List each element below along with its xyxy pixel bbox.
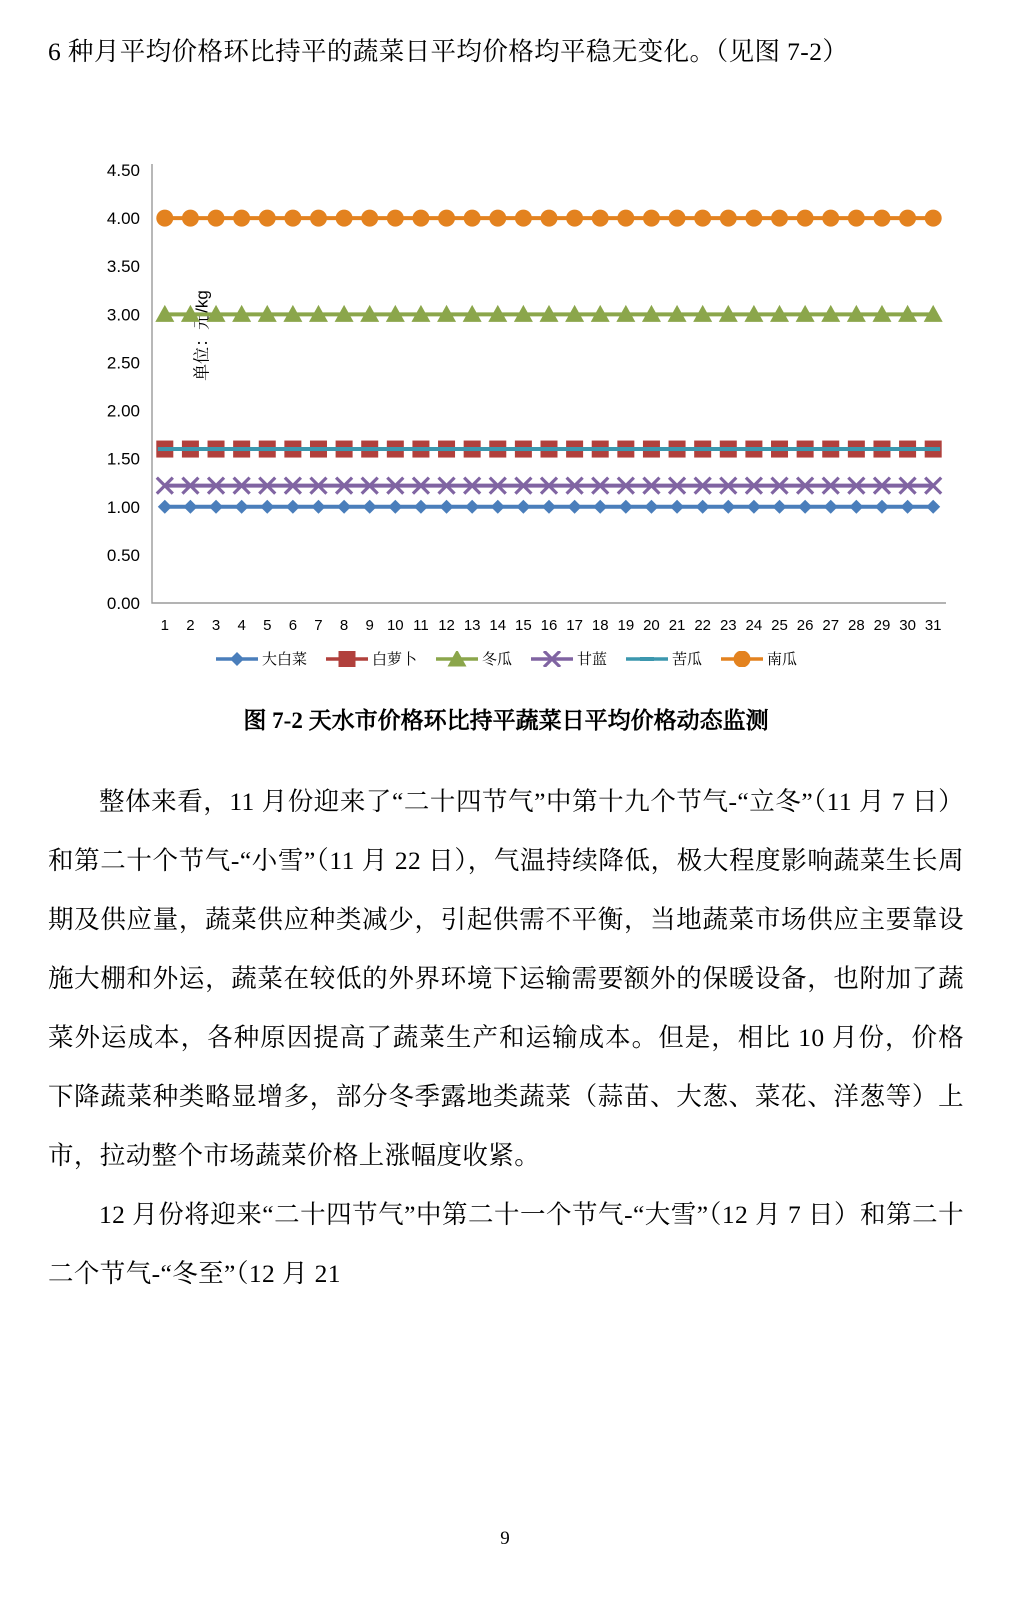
data-point-marker [438,210,455,227]
y-tick-label: 4.50 [106,161,140,180]
x-tick-label: 23 [719,617,737,634]
y-tick-label: 3.50 [106,257,140,277]
legend-swatch-icon [625,651,669,667]
data-point-marker [849,500,863,514]
x-tick-label: 1 [160,617,169,634]
data-point-marker [338,651,355,667]
figure-caption: 图 7-2 天水市价格环比持平蔬菜日平均价格动态监测 [243,708,769,733]
data-point-marker [720,210,737,227]
data-point-marker [230,652,244,666]
x-tick-label: 10 [386,617,404,634]
body-text-block [48,772,964,1303]
data-point-marker [745,210,762,227]
legend-swatch-icon [215,651,259,667]
data-point-marker [491,447,505,451]
data-point-marker [337,447,351,451]
data-point-marker [619,500,633,514]
x-tick-label: 15 [515,617,532,634]
data-point-marker [286,447,300,451]
x-tick-label: 25 [771,617,788,634]
chart-plot-area [48,148,964,648]
x-tick-label: 14 [489,617,507,634]
x-tick-label: 18 [591,617,609,634]
data-point-marker [311,447,325,451]
data-point-marker [337,500,351,514]
data-point-marker [797,210,814,227]
data-point-marker [798,447,812,451]
series-南瓜 [156,210,941,227]
data-point-marker [208,210,225,227]
data-point-marker [414,447,428,451]
data-point-marker [669,210,686,227]
y-tick-label: 1.50 [106,449,140,469]
legend-label: 南瓜 [767,651,798,668]
x-tick-label: 30 [899,617,916,634]
data-point-marker [899,210,916,227]
legend-item-大白菜[interactable] [215,648,307,669]
legend-swatch-icon [530,651,574,667]
data-point-marker [643,210,660,227]
x-tick-label: 3 [211,617,221,634]
data-point-marker [311,500,325,514]
data-point-marker [926,447,940,451]
y-tick-label: 0.00 [106,594,140,613]
data-point-marker [260,447,274,451]
paragraph-2: 12 月份将迎来“二十四节气”中第二十一个节气-“大雪”（12 月 7 日）和第二十二个节气-“冬至”（12 月 21 [48,1200,964,1288]
data-point-marker [773,447,787,451]
data-point-marker [849,447,863,451]
y-axis-title: 单位：元/kg [192,290,212,381]
series-大白菜 [158,500,940,514]
data-point-marker [361,210,378,227]
data-point-marker [542,500,556,514]
top-paragraph: 6 种月平均价格环比持平的蔬菜日平均价格均平稳无变化。（见图 7-2） [48,37,849,66]
data-point-marker [644,447,658,451]
legend-swatch-icon [435,651,479,667]
data-point-marker [516,447,530,451]
series-冬瓜 [155,305,942,322]
data-point-marker [734,651,751,667]
data-point-marker [901,447,915,451]
data-point-marker [310,210,327,227]
data-point-marker [489,210,506,227]
y-tick-label: 0.50 [106,545,140,565]
data-point-marker [158,500,172,514]
y-tick-label: 1.00 [106,497,140,517]
y-tick-label: 2.00 [106,401,140,421]
data-point-marker [848,210,865,227]
x-tick-label: 11 [413,617,429,634]
x-tick-label: 9 [365,617,374,634]
data-point-marker [875,447,889,451]
legend-label: 苦瓜 [672,651,703,668]
data-point-marker [721,447,735,451]
data-point-marker [747,447,761,451]
x-tick-label: 8 [339,617,349,634]
data-point-marker [822,210,839,227]
data-point-marker [440,447,454,451]
data-point-marker [901,500,915,514]
data-point-marker [183,500,197,514]
data-point-marker [694,210,711,227]
data-point-marker [773,500,787,514]
data-point-marker [464,210,481,227]
legend-label: 大白菜 [261,651,307,668]
data-point-marker [235,500,249,514]
data-point-marker [721,500,735,514]
data-point-marker [516,500,530,514]
data-point-marker [568,500,582,514]
legend-item-南瓜[interactable] [720,648,797,669]
legend-label: 白萝卜 [371,651,417,668]
data-point-marker [592,210,609,227]
chart-inner [48,148,964,688]
x-tick-label: 19 [617,617,635,634]
data-point-marker [412,210,429,227]
data-point-marker [235,447,249,451]
data-point-marker [233,210,250,227]
data-point-marker [873,210,890,227]
data-point-marker [515,210,532,227]
data-point-marker [209,500,223,514]
data-point-marker [388,447,402,451]
data-point-marker [541,210,558,227]
data-point-marker [747,500,761,514]
chart-axes [152,164,946,603]
x-tick-label: 4 [237,617,246,634]
y-tick-label: 3.00 [106,305,140,325]
x-tick-label: 2 [186,617,195,634]
data-point-marker [183,447,197,451]
x-tick-label: 12 [438,617,455,634]
data-point-marker [644,500,658,514]
x-tick-label: 24 [745,617,763,634]
x-tick-label: 29 [873,617,891,634]
data-point-marker [259,210,276,227]
data-point-marker [542,447,556,451]
data-point-marker [568,447,582,451]
data-point-marker [414,500,428,514]
data-point-marker [336,210,353,227]
data-point-marker [593,500,607,514]
x-tick-label: 31 [924,617,942,634]
data-point-marker [363,500,377,514]
legend-swatch-icon [720,651,764,667]
x-tick-label: 28 [848,617,865,634]
legend-item-甘蓝[interactable] [530,648,607,669]
legend-item-苦瓜[interactable] [625,648,702,669]
x-tick-label: 5 [263,617,272,634]
data-point-marker [284,210,301,227]
legend-label: 甘蓝 [577,651,608,668]
data-point-marker [387,210,404,227]
data-point-marker [925,210,942,227]
data-point-marker [824,500,838,514]
data-point-marker [875,500,889,514]
data-point-marker [670,500,684,514]
data-point-marker [158,447,172,451]
y-tick-label: 4.00 [106,209,140,229]
data-point-marker [926,500,940,514]
data-point-marker [593,447,607,451]
x-tick-label: 27 [822,617,840,634]
x-tick-label: 7 [314,617,323,634]
data-point-marker [491,500,505,514]
data-point-marker [619,447,633,451]
x-tick-label: 13 [463,617,481,634]
series-苦瓜 [158,447,940,451]
x-tick-label: 22 [694,617,712,634]
data-point-marker [617,210,634,227]
data-point-marker [388,500,402,514]
chart-legend [48,648,964,669]
data-point-marker [771,210,788,227]
data-point-marker [798,500,812,514]
legend-item-冬瓜[interactable] [435,648,512,669]
data-point-marker [696,447,710,451]
data-point-marker [670,447,684,451]
data-point-marker [465,447,479,451]
legend-swatch-icon [325,651,369,667]
price-chart [48,148,964,688]
data-point-marker [566,210,583,227]
data-point-marker [182,210,199,227]
y-tick-label: 2.50 [106,353,140,373]
x-tick-label: 20 [643,617,660,634]
x-tick-label: 16 [540,617,558,634]
x-tick-label: 6 [288,617,298,634]
data-point-marker [209,447,223,451]
legend-label: 冬瓜 [481,651,512,668]
data-point-marker [465,500,479,514]
data-point-marker [286,500,300,514]
series-甘蓝 [157,478,941,494]
x-tick-label: 26 [796,617,814,634]
data-point-marker [260,500,274,514]
data-point-marker [696,500,710,514]
page-number: 9 [500,1528,510,1549]
legend-item-白萝卜[interactable] [325,648,417,669]
data-point-marker [440,500,454,514]
data-point-marker [640,657,654,661]
data-point-marker [824,447,838,451]
data-point-marker [156,210,173,227]
paragraph-1: 整体来看，11 月份迎来了“二十四节气”中第十九个节气-“立冬”（11 月 7 日）和第二十个节气-“小雪”（11 月 22 日），气温持续降低，极大程度影响蔬菜生长周期及供应量，蔬菜供应种类减少，引起供需不平衡，当地蔬菜市场供应主要靠设施大棚和外运，蔬菜在较低的外界环境下运输需要额外的保暖设备，也附加了蔬菜外运成本，各种原因提高了蔬菜生产和运输成本。但是，相比 10 月份，价格下降蔬菜种类略显增多，部分冬季露地类蔬菜（蒜苗、大葱、菜花、洋葱等）上市，拉动整个市场蔬菜价格上涨幅度收紧。 [48,787,964,1170]
top-paragraph-block [48,22,964,81]
data-point-marker [363,447,377,451]
x-tick-label: 17 [566,617,583,634]
x-tick-label: 21 [668,617,686,634]
